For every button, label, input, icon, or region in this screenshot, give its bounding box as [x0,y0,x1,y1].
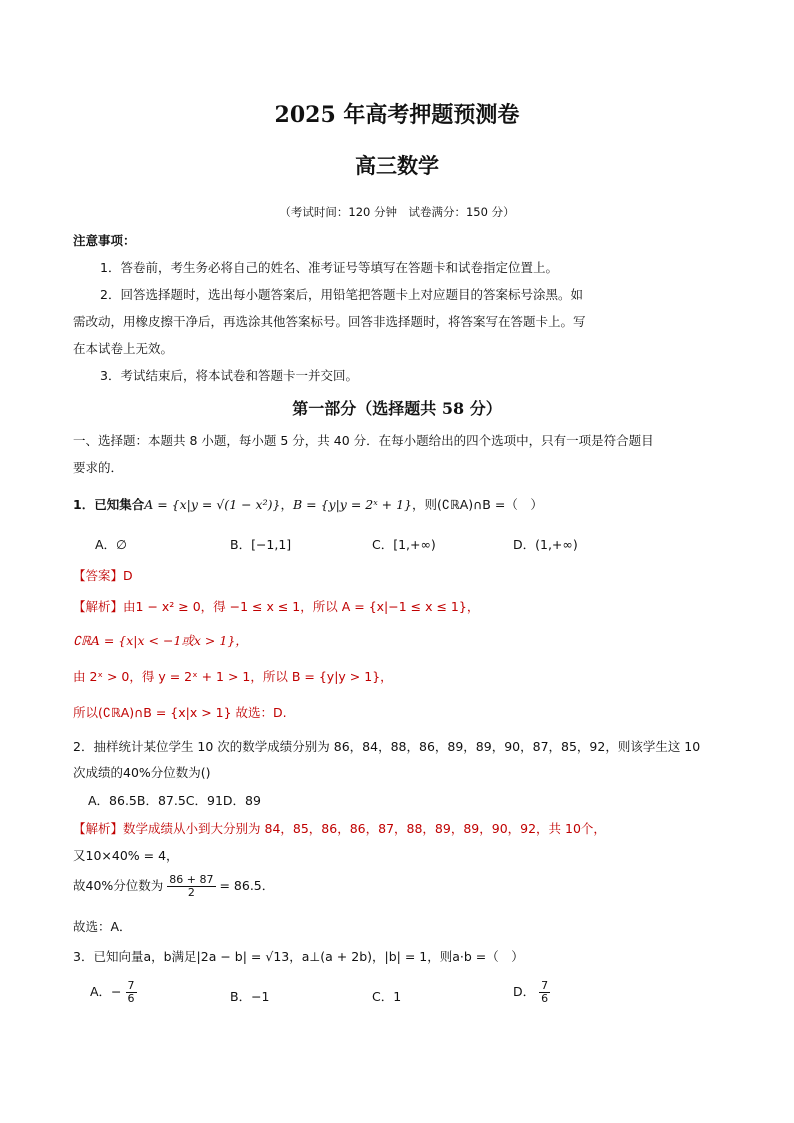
fraction-numerator: 7 [541,979,549,992]
analysis-suffix: = 86.5． [219,878,275,894]
question-3-stem: 3．已知向量a，b满足|2a − b| = √13，a⊥(a + 2b)，|b| = 1，则a·b =（ ） [73,949,524,964]
question-2-analysis-line-2: 又10×40% = 4， [73,848,179,863]
question-1-answer [73,566,133,584]
fraction [539,980,550,1005]
page-title: 2025 年高考押题预测卷 [274,102,520,128]
fraction-numerator: 86 + 87 [169,873,214,886]
question-1-analysis-line-3: 由 2ˣ > 0，得 y = 2ˣ + 1 > 1，所以 B = {y|y > 1}， [73,669,393,684]
question-1-option-d: D．(1,+∞) [513,537,578,552]
analysis-prefix: 故40%分位数为 [73,878,164,894]
section-intro-line-1: 一、选择题：本题共 8 小题，每小题 5 分，共 40 分．在每小题给出的四个选项中，只有一项是符合题目 [73,433,654,448]
question-3-option-d [513,980,550,1005]
question-2-conclusion: 故选：A． [73,919,132,934]
question-3-option-a [90,980,137,1005]
question-1-stem: 1．已知集合A = {x|y = √(1 − x²)}，B = {y|y = 2ˣ + 1}，则(∁ℝA)∩B =（ ） [73,497,543,512]
section-title: 第一部分（选择题共 58 分） [292,399,502,418]
question-1-analysis-line-4: 所以(∁ℝA)∩B = {x|x > 1} 故选：D. [73,705,287,720]
question-1-analysis-line-1 [73,597,479,615]
question-3-option-c: C．1 [372,989,402,1004]
question-2-options: A．86.5B．87.5C．91D．89 [88,793,261,808]
fraction-denominator: 2 [187,886,195,900]
analysis-text: 数学成绩从小到大分别为 84，85，86，86，87，88，89，89，90，92，共 10个， [123,821,606,836]
fraction [126,980,137,1005]
question-1-option-a: A．∅ [95,537,127,552]
fraction [167,874,215,899]
fraction-denominator: 6 [127,992,135,1006]
answer-value: D [123,568,133,583]
analysis-tag: 【解析】 [73,599,124,614]
fraction-denominator: 6 [541,992,549,1006]
option-a-prefix: A．− [90,984,122,1000]
notice-item-2-line-2: 需改动，用橡皮擦干净后，再选涂其他答案标号。回答非选择题时，将答案写在答题卡上。写 [73,314,586,329]
notice-item-3: 3．考试结束后，将本试卷和答题卡一并交回。 [100,368,358,383]
question-1-analysis-line-2: ∁ℝA = {x|x < −1或x > 1}， [73,633,248,648]
analysis-tag: 【解析】 [73,821,124,836]
notice-item-1: 1．答卷前，考生务必将自己的姓名、准考证号等填写在答题卡和试卷指定位置上。 [100,260,558,275]
question-2-stem-line-1: 2．抽样统计某位学生 10 次的数学成绩分别为 86，84，88，86，89，89，90，87，85，92，则该学生这 10 [73,739,701,754]
notice-item-2-line-1: 2．回答选择题时，选出每小题答案后，用铅笔把答题卡上对应题目的答案标号涂黑。如 [100,287,583,302]
question-1-option-c: C．[1,+∞) [372,537,436,552]
notice-item-2-line-3: 在本试卷上无效。 [73,341,174,356]
question-2-stem-line-2: 次成绩的40%分位数为() [73,765,211,780]
fraction-numerator: 7 [127,979,135,992]
section-intro-line-2: 要求的． [73,460,124,475]
option-d-prefix: D． [513,984,536,1000]
question-1-option-b: B．[−1,1] [230,537,292,552]
exam-info: （考试时间：120 分钟 试卷满分：150 分） [279,205,515,219]
question-1-ask: ，则(∁ℝA)∩B =（ ） [412,497,543,512]
question-3-option-b: B．−1 [230,989,270,1004]
answer-tag: 【答案】 [73,568,124,583]
notice-heading: 注意事项： [73,233,136,248]
subject-title: 高三数学 [355,153,439,178]
question-1-set-b: B = {y|y = 2ˣ + 1} [292,497,412,512]
question-2-analysis-line-1 [73,819,606,837]
question-1-set-a: A = {x|y = √(1 − x²)} [144,497,281,512]
question-2-analysis-line-3 [73,874,274,899]
question-1-prefix: 1．已知集合 [73,497,145,512]
analysis-text: 由1 − x² ≥ 0，得 −1 ≤ x ≤ 1，所以 A = {x|−1 ≤ x ≤ 1}， [123,599,480,614]
